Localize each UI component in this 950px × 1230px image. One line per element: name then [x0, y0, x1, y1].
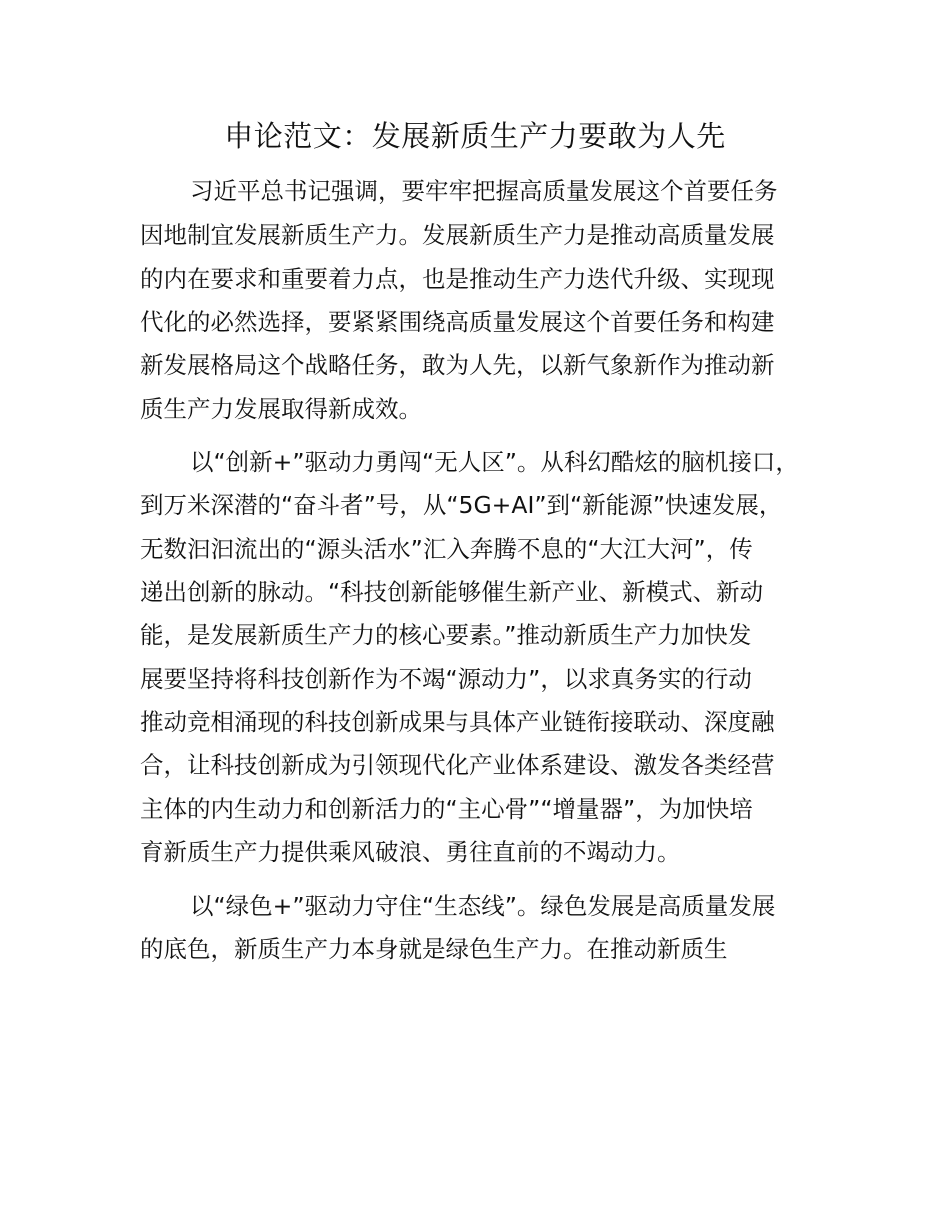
paragraph-3-line-2: 的底色，新质生产力本身就是绿色生产力。在推动新质生: [140, 935, 728, 963]
paragraph-2-line-5: 能，是发展新质生产力的核心要素。”推动新质生产力加快发: [140, 621, 752, 649]
paragraph-2-line-6: 展要坚持将科技创新作为不竭“源动力”，以求真务实的行动: [140, 665, 752, 693]
paragraph-1-line-5: 新发展格局这个战略任务，敢为人先，以新气象新作为推动新: [140, 351, 775, 379]
paragraph-2-line-9: 主体的内生动力和创新活力的“主心骨”“增量器”，为加快培: [140, 795, 753, 823]
paragraph-3-line-1: 以“绿色+”驱动力守住“生态线”。绿色发展是高质量发展: [190, 892, 776, 920]
paragraph-2-line-1: 以“创新+”驱动力勇闯“无人区”。从科幻酷炫的脑机接口，: [190, 448, 799, 476]
paragraph-1-line-4: 代化的必然选择，要紧紧围绕高质量发展这个首要任务和构建: [140, 308, 775, 336]
paragraph-2-line-2: 到万米深潜的“奋斗者”号，从“5G+AI”到“新能源”快速发展，: [140, 491, 783, 519]
paragraph-2-line-3: 无数汩汩流出的“源头活水”汇入奔腾不息的“大江大河”，传: [140, 535, 753, 563]
paragraph-1-line-6: 质生产力发展取得新成效。: [140, 395, 422, 423]
page-title: 申论范文：发展新质生产力要敢为人先: [224, 119, 726, 153]
paragraph-2-line-10: 育新质生产力提供乘风破浪、勇往直前的不竭动力。: [140, 838, 681, 866]
paragraph-1-line-1: 习近平总书记强调，要牢牢把握高质量发展这个首要任务: [190, 177, 778, 205]
paragraph-1-line-2: 因地制宜发展新质生产力。发展新质生产力是推动高质量发展: [140, 221, 775, 249]
paragraph-2-line-8: 合，让科技创新成为引领现代化产业体系建设、激发各类经营: [140, 751, 775, 779]
paragraph-1-line-3: 的内在要求和重要着力点，也是推动生产力迭代升级、实现现: [140, 265, 775, 293]
paragraph-2-line-7: 推动竞相涌现的科技创新成果与具体产业链衔接联动、深度融: [140, 708, 775, 736]
paragraph-2-line-4: 递出创新的脉动。“科技创新能够催生新产业、新模式、新动: [140, 578, 764, 606]
